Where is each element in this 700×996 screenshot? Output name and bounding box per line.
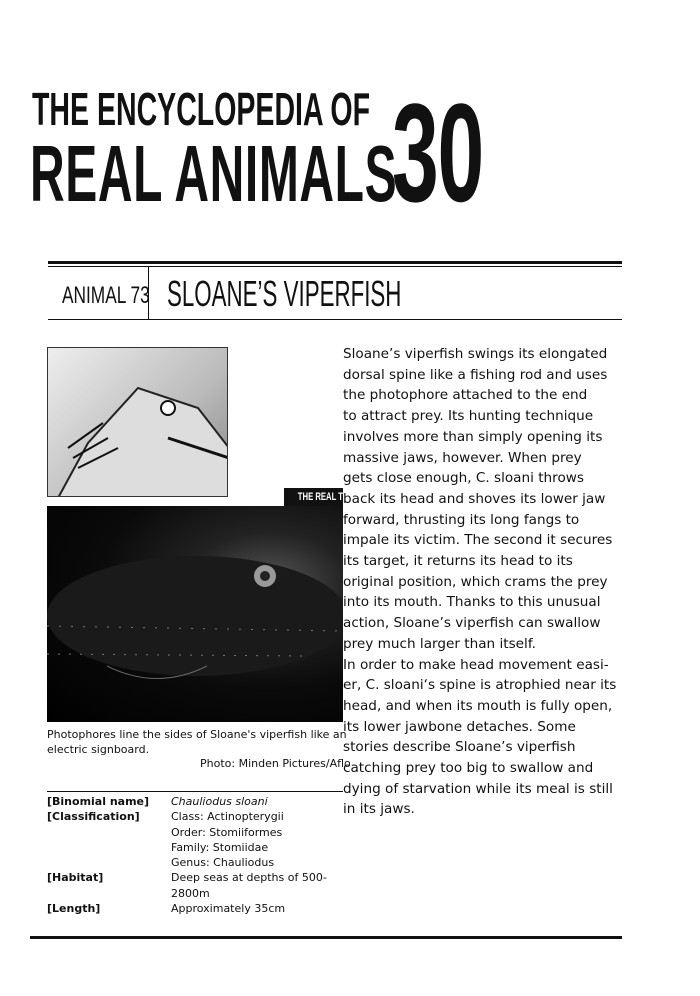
fact-key: [Binomial name] xyxy=(47,795,150,808)
article-body: Sloane’s viperfish swings its elongated dorsal spine like a fishing rod and uses the photophore attached to the end to attract prey. Its hunting technique involves more than simply opening its massive jaws, however. When prey gets close enough, C. sloani throws back its head and shoves its lower jaw forward, thrusting its long fangs to impale its victim. The second it secures its target, it returns its head to its original position, which crams the prey into its mouth. Thanks to this unusual action, Sloane’s viperfish can swallow prey much larger than itself. In order to make head movement easi- er, C. sloani‘s spine is atrophied near its head, and when its mouth is fully open, its lower jawbone detaches. Some stories describe Sloane’s viperfish catching prey too big to swallow and dying of starvation while its meal is still in its jaws. xyxy=(343,346,617,818)
header-rule-bottom xyxy=(48,319,622,320)
animal-number: ANIMAL 73 xyxy=(62,282,150,309)
fact-value: Order: Stomiiformes xyxy=(171,825,283,839)
fact-value: Approximately 35cm xyxy=(171,902,286,916)
header-rule-thick xyxy=(48,261,622,264)
header-rule-thin xyxy=(48,266,622,267)
viperfish-drawing-icon xyxy=(48,348,228,497)
fact-value: Genus: Chauliodus xyxy=(171,856,275,870)
fact-key: [Habitat] xyxy=(47,871,104,885)
facts-rule xyxy=(47,791,343,792)
fact-value: Chauliodus sloani xyxy=(171,795,268,808)
manga-illustration xyxy=(47,347,228,497)
animal-name: SLOANE’S VIPERFISH xyxy=(167,273,402,314)
fact-value: Class: Actinopterygii xyxy=(171,810,284,824)
fact-row xyxy=(47,794,327,809)
volume-number: 30 xyxy=(392,74,484,231)
fact-row xyxy=(47,901,327,916)
photo-credit: Photo: Minden Pictures/Aflo xyxy=(200,757,351,770)
viperfish-photo xyxy=(47,506,343,722)
title-line2: REAL ANIMALS xyxy=(30,129,398,218)
fact-value: Family: Stomiidae xyxy=(171,840,269,854)
fact-key: [Classification] xyxy=(47,810,140,824)
fact-row xyxy=(47,870,327,901)
title-line1: THE ENCYCLOPEDIA OF xyxy=(32,83,371,135)
facts-table xyxy=(47,794,327,916)
fact-value: Deep seas at depths of 500- xyxy=(171,871,327,885)
fact-key: [Length] xyxy=(47,902,101,916)
fact-row xyxy=(47,809,327,870)
photo-caption: Photophores line the sides of Sloane's viperfish like an electric signboard. xyxy=(47,728,347,756)
viperfish-photo-icon xyxy=(47,506,343,722)
real-thing-label: THE REAL THING xyxy=(284,488,343,506)
fact-value: 2800m xyxy=(171,886,210,900)
bottom-rule xyxy=(30,936,622,939)
